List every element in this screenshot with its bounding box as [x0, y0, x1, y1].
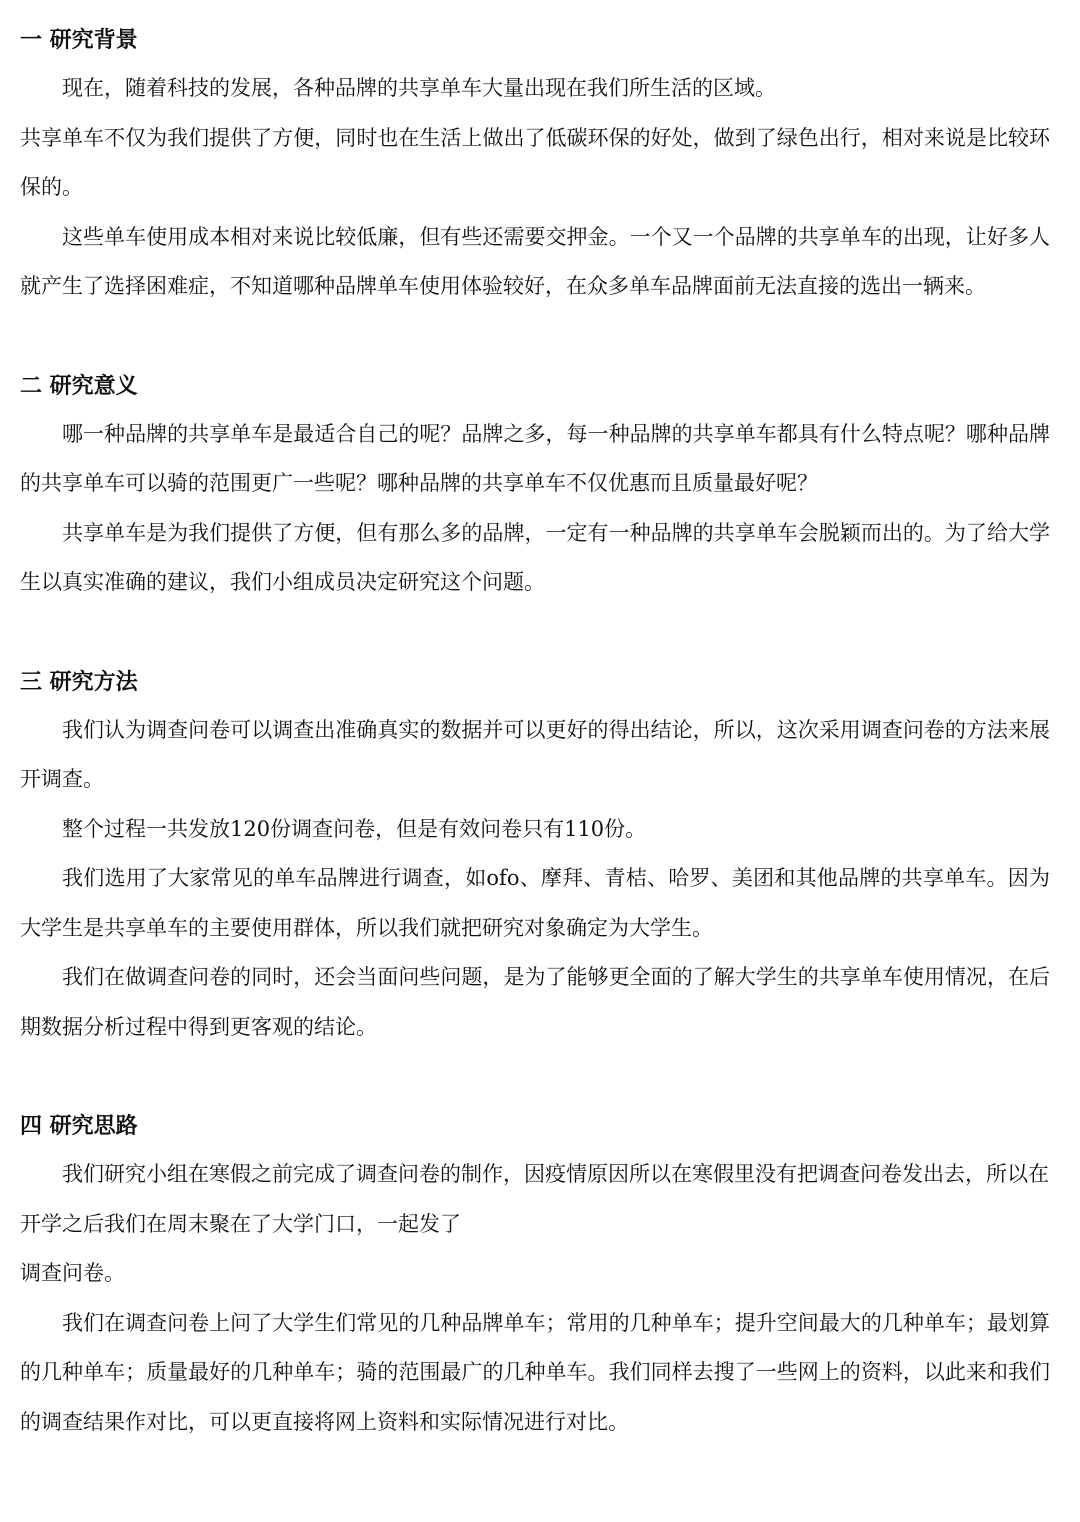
section-heading: 四 研究思路 [20, 1114, 138, 1139]
paragraph: 我们认为调查问卷可以调查出准确真实的数据并可以更好的得出结论，所以，这次采用调查问卷的方法来展开调查。 [20, 717, 1050, 791]
paragraph: 共享单车是为我们提供了方便，但有那么多的品牌，一定有一种品牌的共享单车会脱颖而出的。为了给大学生以真实准确的建议，我们小组成员决定研究这个问题。 [20, 520, 1050, 594]
paragraph: 调查问卷。 [20, 1261, 125, 1285]
section-research-background [20, 18, 1050, 312]
section-spacer [20, 608, 1050, 660]
section-research-significance [20, 364, 1050, 608]
section-heading: 三 研究方法 [20, 669, 138, 695]
section-heading: 一 研究背景 [20, 28, 138, 53]
paragraph: 我们选用了大家常见的单车品牌进行调查，如ofo、摩拜、青桔、哈罗、美团和其他品牌的共享单车。因为大学生是共享单车的主要使用群体，所以我们就把研究对象确定为大学生。 [20, 866, 1050, 940]
paragraph: 我们在调查问卷上问了大学生们常见的几种品牌单车；常用的几种单车；提升空间最大的几种单车；最划算的几种单车；质量最好的几种单车；骑的范围最广的几种单车。我们同样去搜了一些网上的资料，以此来和我们的调查结果作对比，可以更直接将网上资料和实际情况进行对比。 [20, 1310, 1050, 1434]
section-heading: 二 研究意义 [20, 373, 138, 399]
paragraph: 我们研究小组在寒假之前完成了调查问卷的制作，因疫情原因所以在寒假里没有把调查问卷发出去，所以在开学之后我们在周末聚在了大学门口，一起发了 [20, 1162, 1049, 1236]
paragraph: 现在，随着科技的发展，各种品牌的共享单车大量出现在我们所生活的区域。 [62, 76, 776, 100]
section-research-approach [20, 1104, 1050, 1447]
section-research-method [20, 660, 1050, 1053]
document-body [20, 18, 1050, 1447]
paragraph: 这些单车使用成本相对来说比较低廉，但有些还需要交押金。一个又一个品牌的共享单车的出现，让好多人就产生了选择困难症，不知道哪种品牌单车使用体验较好，在众多单车品牌面前无法直接的选出一辆来。 [20, 224, 1050, 298]
paragraph: 整个过程一共发放120份调查问卷，但是有效问卷只有110份。 [62, 816, 647, 841]
section-spacer [20, 312, 1050, 364]
paragraph: 我们在做调查问卷的同时，还会当面问些问题，是为了能够更全面的了解大学生的共享单车使用情况，在后期数据分析过程中得到更客观的结论。 [20, 965, 1050, 1039]
paragraph: 哪一种品牌的共享单车是最适合自己的呢？品牌之多，每一种品牌的共享单车都具有什么特点呢？哪种品牌的共享单车可以骑的范围更广一些呢？哪种品牌的共享单车不仅优惠而且质量最好呢？ [20, 421, 1050, 495]
section-spacer [20, 1052, 1050, 1104]
paragraph: 共享单车不仅为我们提供了方便，同时也在生活上做出了低碳环保的好处，做到了绿色出行，相对来说是比较环保的。 [20, 125, 1050, 199]
